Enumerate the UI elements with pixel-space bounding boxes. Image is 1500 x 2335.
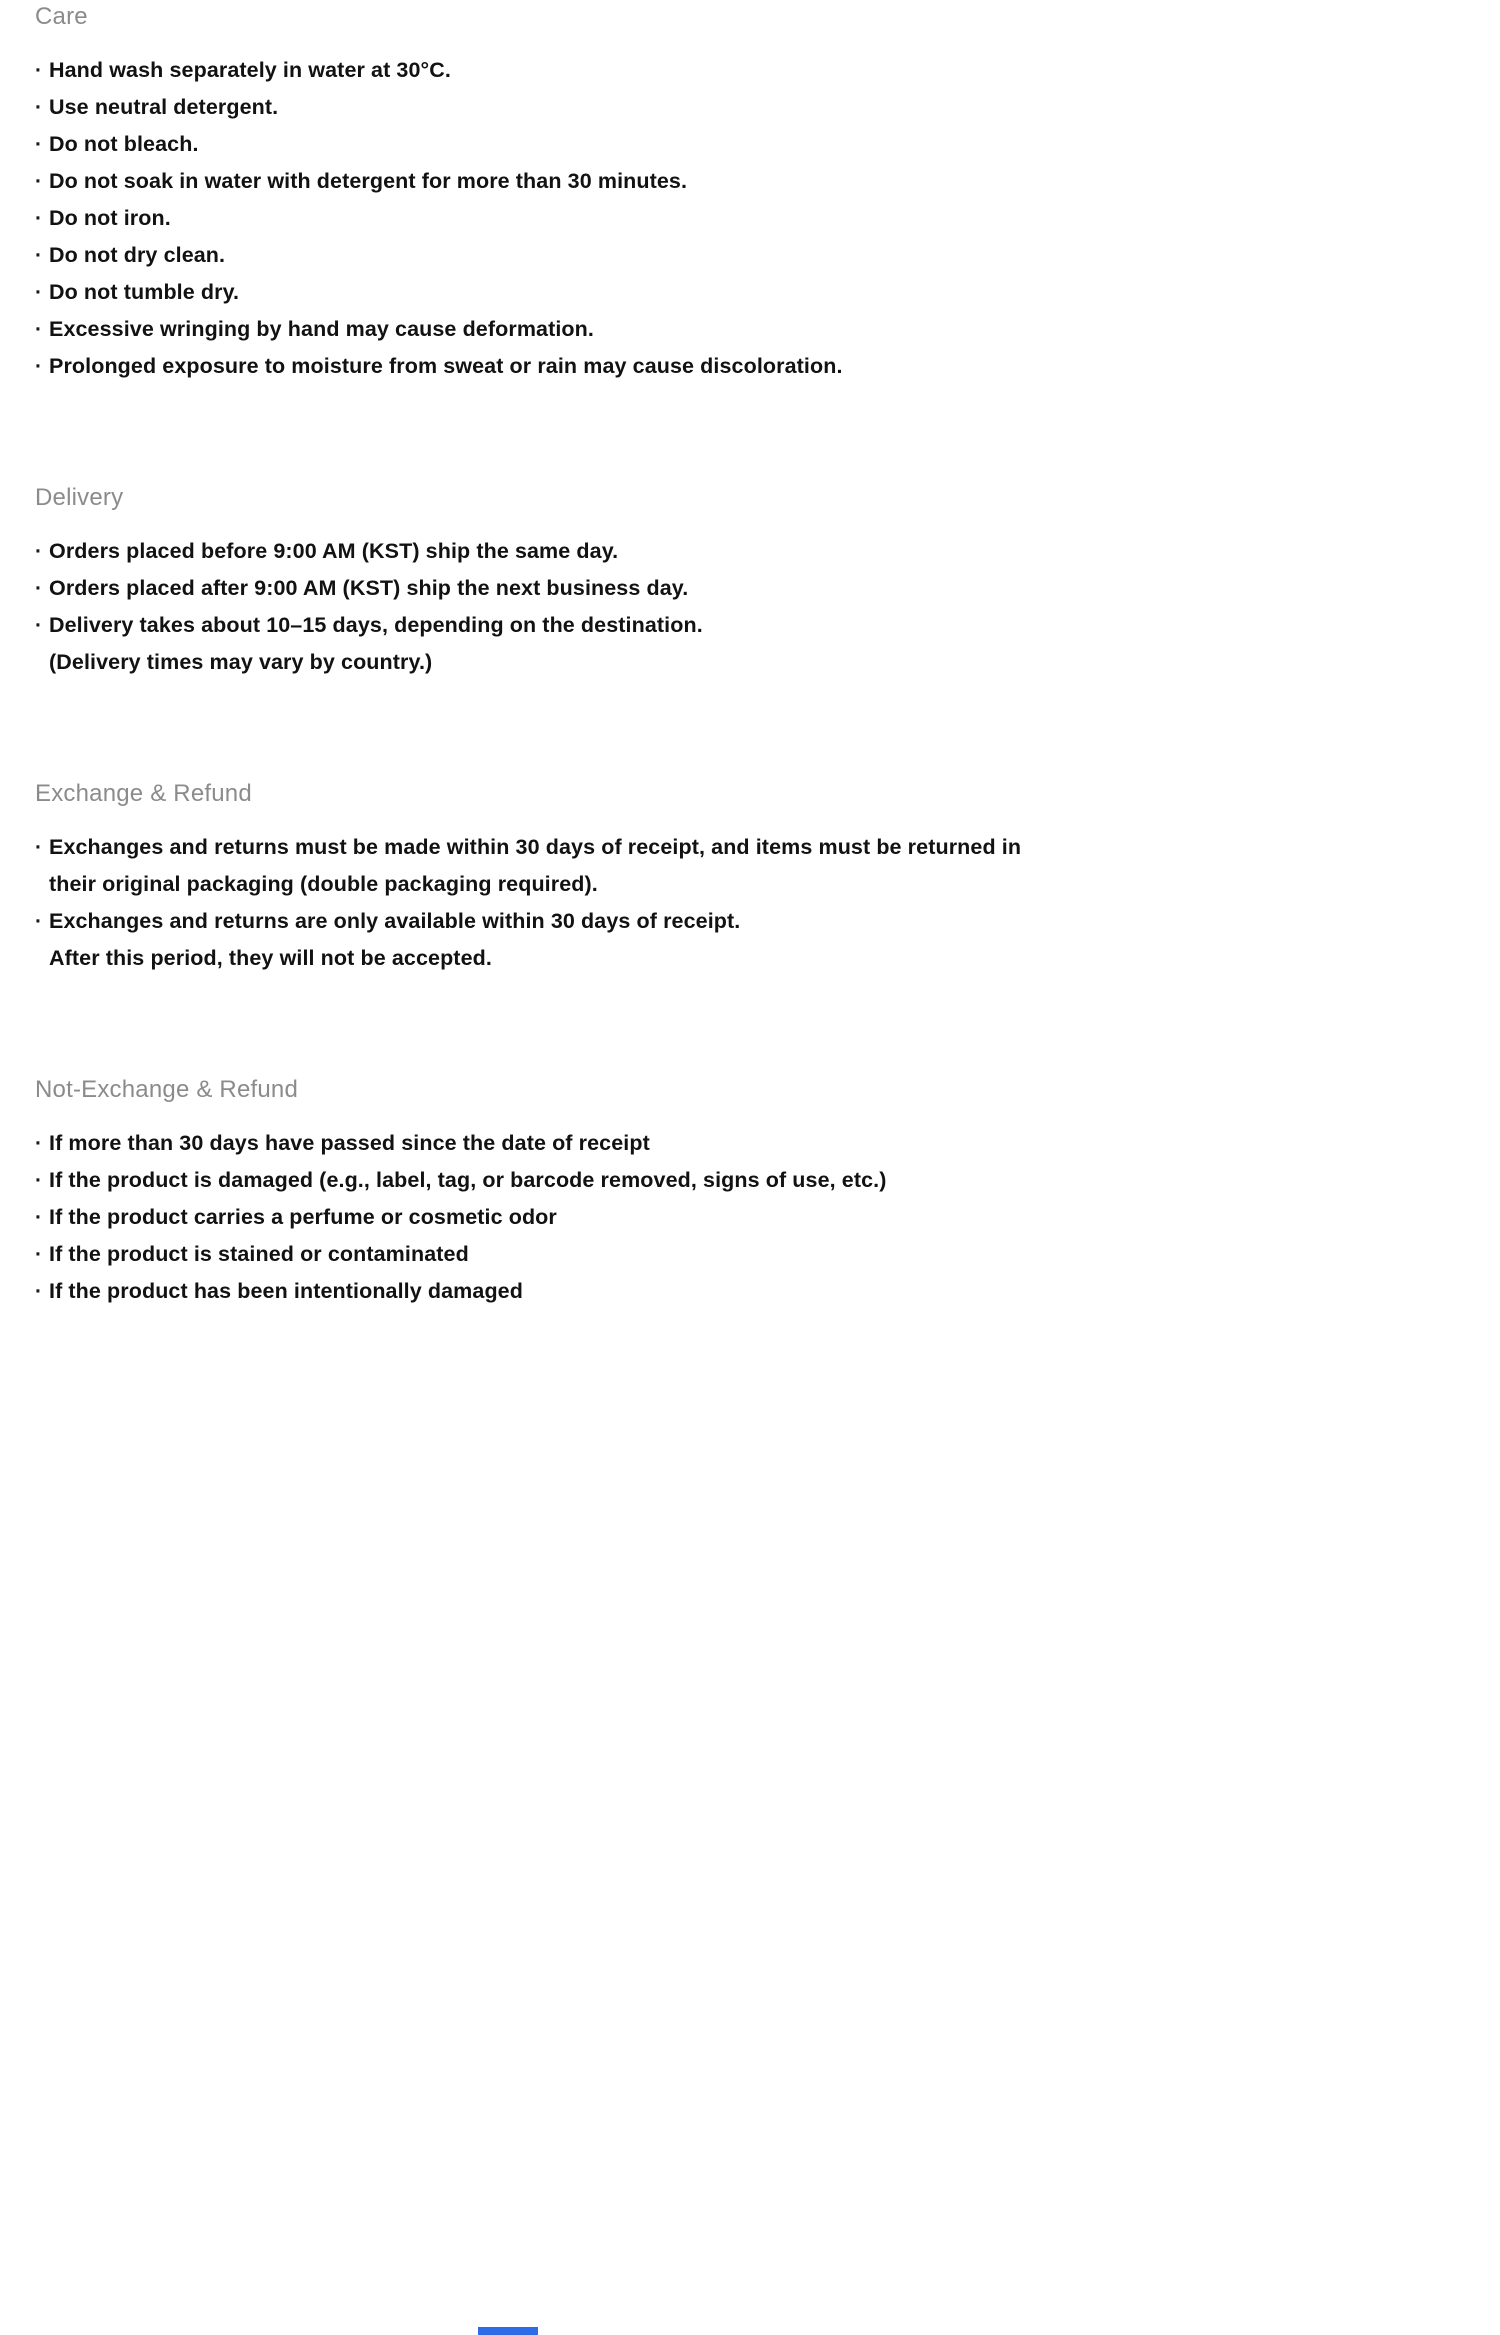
list-item: [35, 237, 1460, 274]
list-item: [35, 533, 1460, 570]
bullet-dot-icon: ·: [35, 577, 42, 600]
list-item: [35, 1236, 1460, 1273]
text-line: Orders placed after 9:00 AM (KST) ship the next business day.: [49, 576, 689, 600]
text-line: If more than 30 days have passed since the date of receipt: [49, 1131, 650, 1155]
bullet-dot-icon: ·: [35, 170, 42, 193]
bullet-list: [35, 52, 1460, 385]
list-item: [35, 126, 1460, 163]
list-item-text: [49, 348, 1460, 385]
text-line: Hand wash separately in water at 30°C.: [49, 58, 451, 82]
bullet-dot-icon: ·: [35, 1169, 42, 1192]
text-line: Use neutral detergent.: [49, 95, 279, 119]
text-line: Exchanges and returns are only available within 30 days of receipt.: [49, 909, 741, 933]
list-item: [35, 163, 1460, 200]
text-line: Do not dry clean.: [49, 243, 226, 267]
bottom-partial-element: [478, 2327, 538, 2335]
bullet-dot-icon: ·: [35, 836, 42, 859]
bullet-dot-icon: ·: [35, 96, 42, 119]
text-line: Delivery takes about 10–15 days, depending on the destination.: [49, 613, 703, 637]
list-item: [35, 829, 1460, 903]
section-not-exchange-refund: [35, 1076, 1460, 1310]
list-item-text: [49, 89, 1460, 126]
text-line: Do not tumble dry.: [49, 280, 240, 304]
text-line: Prolonged exposure to moisture from sweat or rain may cause discoloration.: [49, 354, 843, 378]
list-item: [35, 1273, 1460, 1310]
bullet-dot-icon: ·: [35, 1280, 42, 1303]
bullet-list: [35, 533, 1460, 681]
list-item: [35, 348, 1460, 385]
list-item-text: [49, 126, 1460, 163]
list-item-text: [49, 903, 1460, 977]
text-line: If the product carries a perfume or cosmetic odor: [49, 1205, 557, 1229]
bullet-dot-icon: ·: [35, 207, 42, 230]
list-item: [35, 1162, 1460, 1199]
text-line: Exchanges and returns must be made within 30 days of receipt, and items must be returned in: [49, 835, 1022, 859]
section-title-delivery: Delivery: [35, 484, 124, 511]
text-line: their original packaging (double packaging required).: [49, 872, 598, 896]
list-item-text: [49, 52, 1460, 89]
bullet-dot-icon: ·: [35, 1243, 42, 1266]
list-item: [35, 52, 1460, 89]
list-item-text: [49, 200, 1460, 237]
bullet-dot-icon: ·: [35, 540, 42, 563]
list-item-text: [49, 311, 1460, 348]
bullet-list: [35, 829, 1460, 977]
list-item: [35, 311, 1460, 348]
list-item: [35, 274, 1460, 311]
section-title-not-exchange-refund: Not-Exchange & Refund: [35, 1076, 299, 1103]
text-line: Do not bleach.: [49, 132, 199, 156]
list-item: [35, 1125, 1460, 1162]
text-line: If the product is damaged (e.g., label, tag, or barcode removed, signs of use, etc.): [49, 1168, 887, 1192]
list-item: [35, 200, 1460, 237]
text-line: If the product has been intentionally damaged: [49, 1279, 523, 1303]
text-line: If the product is stained or contaminated: [49, 1242, 469, 1266]
list-item-text: [49, 1236, 1460, 1273]
section-exchange-refund: [35, 780, 1460, 977]
bullet-dot-icon: ·: [35, 59, 42, 82]
list-item: [35, 1199, 1460, 1236]
bullet-dot-icon: ·: [35, 244, 42, 267]
bullet-list: [35, 1125, 1460, 1310]
list-item-text: [49, 1199, 1460, 1236]
bullet-dot-icon: ·: [35, 614, 42, 637]
list-item: [35, 570, 1460, 607]
list-item: [35, 89, 1460, 126]
section-care: [35, 3, 1460, 385]
list-item: [35, 903, 1460, 977]
list-item-text: [49, 163, 1460, 200]
bullet-dot-icon: ·: [35, 1206, 42, 1229]
bullet-dot-icon: ·: [35, 1132, 42, 1155]
text-line: (Delivery times may vary by country.): [49, 650, 433, 674]
list-item-text: [49, 570, 1460, 607]
section-title-exchange-refund: Exchange & Refund: [35, 780, 252, 807]
list-item-text: [49, 607, 1460, 681]
bullet-dot-icon: ·: [35, 281, 42, 304]
list-item-text: [49, 1162, 1460, 1199]
section-title-care: Care: [35, 3, 88, 30]
list-item-text: [49, 533, 1460, 570]
list-item-text: [49, 1273, 1460, 1310]
list-item-text: [49, 1125, 1460, 1162]
list-item-text: [49, 237, 1460, 274]
text-line: Excessive wringing by hand may cause deformation.: [49, 317, 594, 341]
text-line: Do not soak in water with detergent for more than 30 minutes.: [49, 169, 688, 193]
list-item-text: [49, 274, 1460, 311]
bullet-dot-icon: ·: [35, 318, 42, 341]
list-item-text: [49, 829, 1460, 903]
list-item: [35, 607, 1460, 681]
bullet-dot-icon: ·: [35, 355, 42, 378]
section-delivery: [35, 484, 1460, 681]
text-line: Do not iron.: [49, 206, 171, 230]
text-line: Orders placed before 9:00 AM (KST) ship the same day.: [49, 539, 619, 563]
bullet-dot-icon: ·: [35, 910, 42, 933]
text-line: After this period, they will not be accepted.: [49, 946, 492, 970]
bullet-dot-icon: ·: [35, 133, 42, 156]
